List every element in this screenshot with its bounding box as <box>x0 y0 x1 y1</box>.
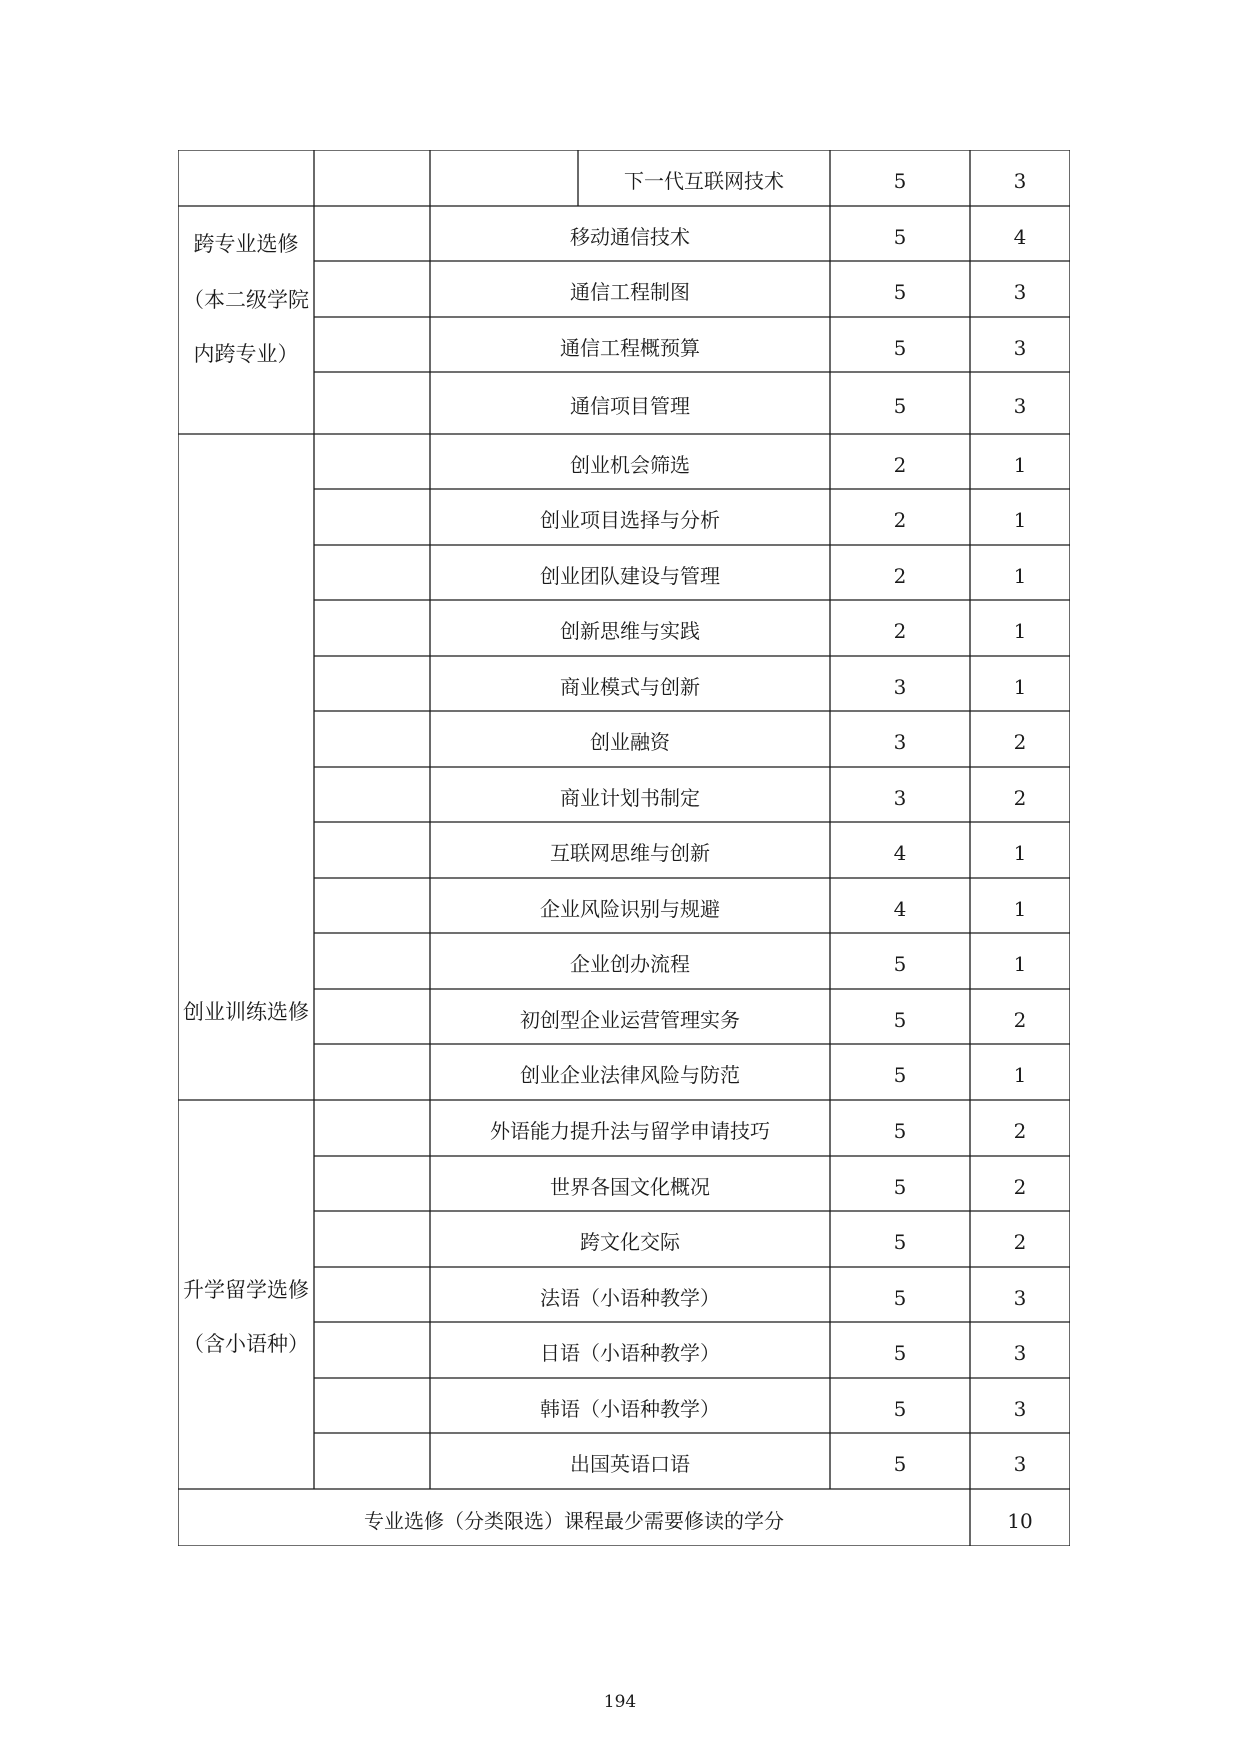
credit-value: 1 <box>1013 896 1027 921</box>
credit-value: 1 <box>1013 508 1027 532</box>
category-label: 内跨专业） <box>193 342 299 366</box>
course-name: 企业风险识别与规避 <box>540 896 720 921</box>
semester-value: 5 <box>893 224 907 249</box>
semester-value: 3 <box>893 730 907 754</box>
credit-value: 1 <box>1013 952 1027 976</box>
semester-value: 5 <box>893 1174 907 1199</box>
course-name: 企业创办流程 <box>570 952 690 976</box>
semester-value: 5 <box>893 1396 907 1421</box>
course-name: 创业企业法律风险与防范 <box>520 1063 740 1087</box>
course-name: 初创型企业运营管理实务 <box>520 1007 740 1032</box>
course-name: 移动通信技术 <box>570 224 690 249</box>
semester-value: 5 <box>893 1285 907 1310</box>
course-name: 创业团队建设与管理 <box>540 563 720 588</box>
course-name: 通信工程制图 <box>570 280 690 304</box>
semester-value: 5 <box>893 280 907 304</box>
credit-value: 1 <box>1013 841 1027 865</box>
credit-value: 1 <box>1013 619 1027 643</box>
semester-value: 5 <box>893 1230 907 1254</box>
credit-value: 3 <box>1013 335 1027 360</box>
course-name: 创业融资 <box>590 730 670 754</box>
credit-value: 3 <box>1013 280 1027 304</box>
course-name: 创业机会筛选 <box>570 452 690 477</box>
credit-value: 2 <box>1013 1230 1027 1254</box>
course-name: 下一代互联网技术 <box>624 169 784 193</box>
course-name: 日语（小语种教学） <box>540 1341 720 1365</box>
credit-value: 1 <box>1013 1063 1027 1087</box>
semester-value: 4 <box>893 896 907 921</box>
credit-value: 3 <box>1013 1341 1027 1365</box>
category-label: （本二级学院 <box>183 288 309 312</box>
semester-value: 5 <box>893 1063 907 1087</box>
elective-course-table <box>178 150 1070 1546</box>
semester-value: 2 <box>893 619 907 643</box>
course-name: 通信项目管理 <box>570 394 690 418</box>
page-number: 194 <box>603 1692 637 1712</box>
semester-value: 5 <box>893 1119 907 1143</box>
semester-value: 5 <box>893 1452 907 1476</box>
category-label: 创业训练选修 <box>183 1000 309 1024</box>
credit-value: 3 <box>1013 1285 1027 1310</box>
course-name: 外语能力提升法与留学申请技巧 <box>490 1119 770 1143</box>
category-label: 升学留学选修 <box>183 1278 309 1302</box>
semester-value: 5 <box>893 1007 907 1032</box>
course-name: 韩语（小语种教学） <box>540 1396 720 1421</box>
summary-credits: 10 <box>1007 1508 1033 1533</box>
credit-value: 2 <box>1013 1174 1027 1199</box>
semester-value: 2 <box>893 452 907 477</box>
credit-value: 2 <box>1013 1007 1027 1032</box>
semester-value: 3 <box>893 785 907 810</box>
course-name: 通信工程概预算 <box>560 335 700 360</box>
semester-value: 5 <box>893 952 907 976</box>
semester-value: 5 <box>893 169 907 193</box>
category-label: （含小语种） <box>183 1332 309 1356</box>
credit-value: 3 <box>1013 1452 1027 1476</box>
course-name: 创新思维与实践 <box>560 619 700 643</box>
course-name: 商业计划书制定 <box>560 785 700 810</box>
credit-value: 2 <box>1013 1119 1027 1143</box>
credit-value: 1 <box>1013 452 1027 477</box>
credit-value: 1 <box>1013 674 1027 699</box>
category-label: 跨专业选修 <box>193 232 299 256</box>
credit-value: 2 <box>1013 785 1027 810</box>
course-name: 跨文化交际 <box>580 1230 680 1254</box>
course-name: 商业模式与创新 <box>560 674 700 699</box>
summary-label: 专业选修（分类限选）课程最少需要修读的学分 <box>364 1508 784 1533</box>
semester-value: 4 <box>893 841 907 865</box>
course-name: 法语（小语种教学） <box>540 1285 720 1310</box>
credit-value: 3 <box>1013 169 1027 193</box>
credit-value: 3 <box>1013 1396 1027 1421</box>
credit-value: 4 <box>1013 224 1027 249</box>
semester-value: 2 <box>893 563 907 588</box>
credit-value: 3 <box>1013 394 1027 418</box>
course-name: 创业项目选择与分析 <box>540 508 720 532</box>
course-name: 出国英语口语 <box>570 1452 690 1476</box>
credit-value: 1 <box>1013 563 1027 588</box>
course-name: 世界各国文化概况 <box>550 1174 710 1199</box>
course-name: 互联网思维与创新 <box>550 841 710 865</box>
semester-value: 5 <box>893 394 907 418</box>
semester-value: 5 <box>893 1341 907 1365</box>
semester-value: 3 <box>893 674 907 699</box>
semester-value: 2 <box>893 508 907 532</box>
credit-value: 2 <box>1013 730 1027 754</box>
semester-value: 5 <box>893 335 907 360</box>
